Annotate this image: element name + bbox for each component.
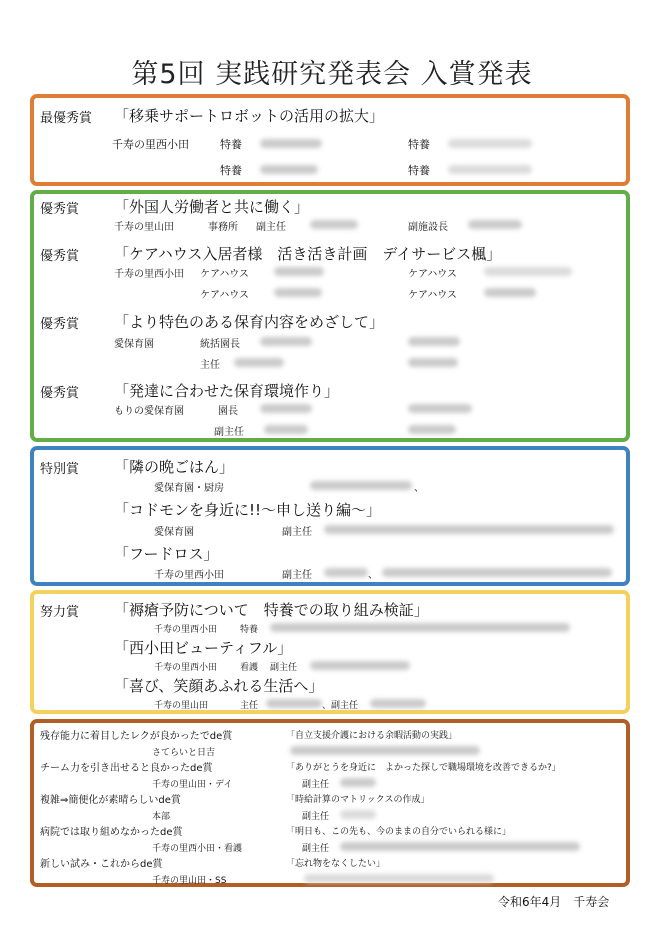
page-title: 第5回 実践研究発表会 入賞発表 — [131, 59, 533, 90]
redacted-name — [310, 661, 410, 670]
award-label: 特別賞 — [40, 462, 80, 477]
award-label: チーム力を引き出せると良かったde賞 — [40, 763, 213, 774]
redacted-name — [234, 358, 284, 367]
role-label: 副主任 — [270, 663, 298, 673]
org-name: 愛保育園・厨房 — [154, 483, 224, 494]
redacted-name — [324, 525, 614, 534]
excellent-prize-box — [30, 190, 630, 442]
role-label: 特養 — [220, 164, 242, 177]
role-label: 統括園長 — [200, 339, 240, 350]
redacted-name — [310, 481, 412, 490]
role-label: ケアハウス — [408, 269, 457, 280]
award-label: 優秀賞 — [40, 386, 80, 401]
redacted-name — [448, 139, 532, 148]
redacted-name — [484, 288, 536, 297]
topic-title: 「移乗サポートロボットの活用の拡大」 — [114, 107, 385, 125]
redacted-name — [370, 699, 426, 708]
award-label: 複雑⇒簡便化が素晴らしいde賞 — [40, 795, 181, 806]
redacted-name — [266, 699, 322, 708]
redacted-name — [304, 874, 494, 883]
role-label: 副施設長 — [408, 222, 448, 233]
redacted-name — [324, 568, 368, 577]
role-label: 副主任 — [302, 780, 330, 790]
topic-title: 「隣の晩ごはん」 — [114, 458, 235, 476]
award-label: 残存能力に着目したレクが良かったでde賞 — [40, 731, 233, 742]
org-name: 本部 — [152, 812, 171, 822]
role-label: ケアハウス — [200, 290, 249, 301]
role-label: 副主任 — [302, 812, 330, 822]
role-label: 看護 — [240, 663, 259, 673]
topic-title: 「自立支援介護における余暇活動の実践」 — [286, 731, 458, 741]
redacted-name — [274, 267, 324, 276]
role-label: ケアハウス — [200, 269, 249, 280]
redacted-name — [260, 404, 312, 413]
redacted-name — [408, 337, 460, 346]
role-label: 、副主任 — [322, 701, 359, 711]
org-name: 千寿の里山田・SS — [152, 876, 227, 886]
role-label: 主任 — [240, 701, 259, 711]
award-label: 優秀賞 — [40, 249, 80, 264]
redacted-name — [448, 165, 532, 174]
role-label: 副主任 — [282, 527, 312, 538]
topic-title: 「外国人労働者と共に働く」 — [114, 198, 310, 216]
role-label: ケアハウス — [408, 290, 457, 301]
role-label: 副主任 — [282, 570, 312, 581]
topic-title: 「ケアハウス入居者様 活き活き計画 デイサービス楓」 — [114, 245, 502, 263]
role-label: 特養 — [408, 164, 430, 177]
redacted-name — [484, 267, 572, 276]
topic-title: 「フードロス」 — [114, 545, 219, 563]
redacted-name — [270, 623, 570, 632]
topic-title: 「明日も、この先も、今のままの自分でいられる様に」 — [286, 827, 512, 837]
topic-title: 「より特色のある保育内容をめざして」 — [114, 313, 385, 331]
org-name: 千寿の里西小田 — [154, 570, 224, 581]
separator: 、 — [414, 483, 424, 494]
redacted-name — [408, 404, 472, 413]
org-name: 千寿の里西小田 — [112, 138, 189, 151]
role-label: 特養 — [220, 138, 242, 151]
org-name: 愛保育園 — [114, 339, 154, 350]
redacted-name — [260, 139, 322, 148]
role-label: 副主任 — [256, 222, 286, 233]
dept-label: 事務所 — [208, 222, 238, 233]
topic-title: 「褥瘡予防について 特養での取り組み検証」 — [114, 601, 429, 619]
footer-date-org: 令和6年4月 千寿会 — [498, 895, 610, 909]
topic-title: 「喜び、笑顔あふれる生活へ」 — [114, 677, 324, 695]
award-label: 努力賞 — [40, 605, 80, 620]
redacted-name — [340, 810, 376, 819]
role-label: 園長 — [218, 406, 238, 417]
org-name: 愛保育園 — [154, 527, 194, 538]
redacted-name — [290, 746, 480, 755]
redacted-name — [408, 358, 458, 367]
role-label: 副主任 — [214, 427, 244, 438]
redacted-name — [260, 165, 318, 174]
org-name: 千寿の里西小田 — [154, 663, 218, 673]
org-name: 千寿の里西小田 — [114, 269, 184, 280]
redacted-name — [274, 288, 322, 297]
topic-title: 「ありがとうを身近に よかった探しで職場環境を改善できるか?」 — [286, 763, 561, 773]
role-label: 主任 — [200, 360, 220, 371]
org-name: 千寿の里山田・デイ — [152, 780, 233, 790]
redacted-name — [260, 337, 312, 346]
role-label: 副主任 — [302, 844, 330, 854]
award-label: 優秀賞 — [40, 202, 80, 217]
award-label: 新しい試み・これからde賞 — [40, 859, 163, 870]
redacted-name — [408, 425, 456, 434]
org-name: さてらいと日吉 — [152, 748, 216, 758]
special-prize-box — [30, 446, 630, 586]
award-label: 優秀賞 — [40, 317, 80, 332]
redacted-name — [264, 425, 308, 434]
org-name: 千寿の里西小田・看護 — [152, 844, 243, 854]
effort-prize-box — [30, 590, 630, 714]
topic-title: 「コドモンを身近に!!～申し送り編～」 — [114, 501, 382, 519]
redacted-name — [310, 220, 358, 229]
role-label: 特養 — [240, 625, 259, 635]
award-label: 最優秀賞 — [40, 111, 93, 126]
separator: 、 — [368, 570, 378, 581]
topic-title: 「発達に合わせた保育環境作り」 — [114, 382, 340, 400]
redacted-name — [340, 778, 376, 787]
org-name: 千寿の里山田 — [114, 222, 174, 233]
redacted-name — [382, 568, 612, 577]
topic-title: 「西小田ビューティフル」 — [114, 639, 293, 657]
redacted-name — [468, 220, 522, 229]
role-label: 特養 — [408, 138, 430, 151]
org-name: 千寿の里西小田 — [154, 625, 218, 635]
redacted-name — [340, 842, 580, 851]
org-name: 千寿の里山田 — [154, 701, 209, 711]
org-name: もりの愛保育園 — [114, 406, 184, 417]
topic-title: 「時給計算のマトリックスの作成」 — [286, 795, 430, 805]
topic-title: 「忘れ物をなくしたい」 — [286, 859, 386, 869]
misc-prize-box — [30, 719, 630, 887]
grand-prize-box — [30, 94, 630, 186]
award-label: 病院では取り組めなかったde賞 — [40, 827, 183, 838]
